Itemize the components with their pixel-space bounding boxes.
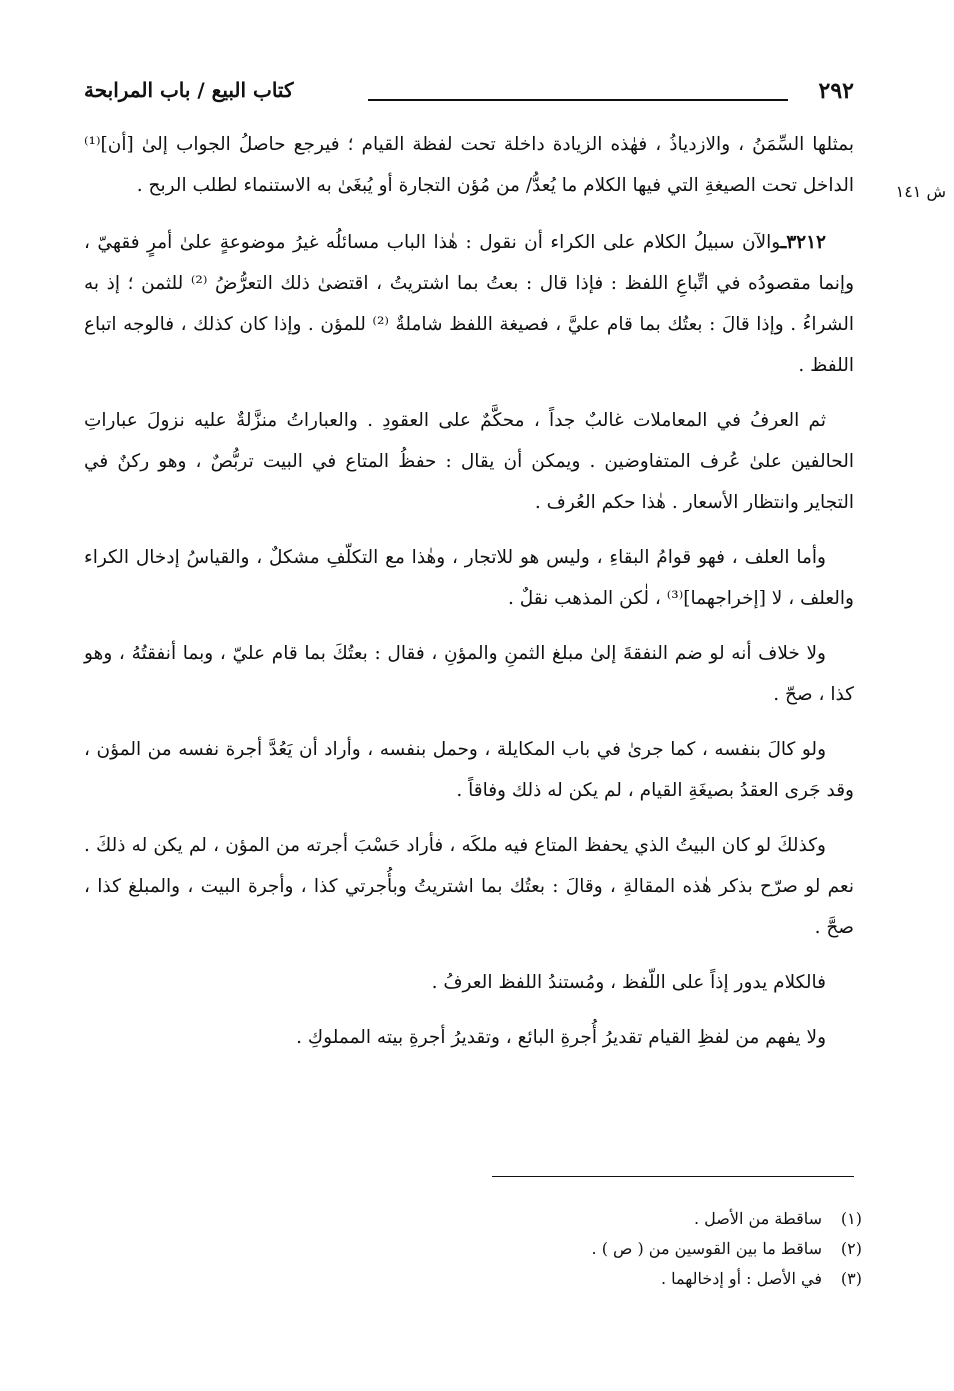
paragraph: فالكلام يدور إذاً على اللّفظ ، ومُستندُ اللفظ العرفُ .	[431, 972, 826, 993]
page-number: ٢٩٢	[818, 78, 854, 104]
paragraph: ولو كالَ بنفسه ، كما جرىٰ في باب المكايلة ، وحمل بنفسه ، وأراد أن يَعُدَّ أجرة نفسه من المؤن ، وقد جَرى العقدُ بصيغَةِ القيام ، لم يكن له ذلك وفاقاً .	[84, 739, 854, 801]
paragraph: وأما العلف ، فهو قوامُ البقاءِ ، وليس هو للاتجار ، وهٰذا مع التكلّفِ مشكلٌ ، والقياسُ إدخال الكراء والعلف ، لا [إخراجهما]⁽³⁾ ، لٰكن المذهب نقلٌ .	[84, 547, 854, 609]
paragraph: ولا خلاف أنه لو ضم النفقةَ إلىٰ مبلغ الثمنِ والمؤنِ ، فقال : بعتُكَ بما قام عليّ ، وبما أنفقتُهُ ، وهو كذا ، صحّ .	[84, 643, 854, 705]
margin-note: ش ١٤١	[895, 182, 946, 201]
footnote-text: ساقط ما بين القوسين من ( ص ) .	[591, 1239, 822, 1258]
header-rule	[368, 99, 788, 101]
footnote-text: ساقطة من الأصل .	[694, 1209, 822, 1228]
footnote-rule	[492, 1176, 854, 1177]
footnote-text: في الأصل : أو إدخالهما .	[660, 1269, 822, 1288]
main-text	[84, 124, 854, 1072]
footnotes	[262, 1204, 862, 1294]
paragraph	[84, 222, 854, 386]
paragraph: ولا يفهم من لفظِ القيام تقديرُ أُجرةِ البائع ، وتقديرُ أجرةِ بيته المملوكِ .	[296, 1027, 826, 1048]
footnote	[262, 1264, 862, 1294]
paragraph: ثم العرفُ في المعاملات غالبٌ جداً ، محكَّمٌ على العقودِ . والعباراتُ منزَّلةٌ عليه نزولَ عباراتِ الحالفين علىٰ عُرف المتفاوضين . ويمكن أن يقال : حفظُ المتاع في البيت تربُّصٌ ، وهو ركنٌ في التجاير وانتظار الأسعار . هٰذا حكم العُرف .	[84, 410, 854, 513]
footnote-mark: (٢)	[840, 1239, 862, 1258]
paragraph: بمثلها السِّمَنُ ، والازدياذُ ، فهٰذه الزيادة داخلة تحت لفظة القيام ؛ فيرجع حاصلُ الجواب إلىٰ [أن]⁽¹⁾ الداخل تحت الصيغةِ التي فيها الكلام ما يُعدُّ/ من مُؤن التجارة أو يُبغَىٰ به الاستنماء لطلب الربح .	[84, 134, 854, 196]
paragraph-text: والآن سبيلُ الكلام على الكراء أن نقول : هٰذا الباب مسائلُه غيرُ موضوعةٍ علىٰ أمرٍ فقهيّ ، وإنما مقصودُه في اتِّباعِ اللفظ : فإذا قال : بعتُ بما اشتريتُ ، اقتضىٰ ذلك التعرُّضُ ⁽²⁾ للثمن ؛ إذ به الشراءُ . وإذا قالَ : بعتُك بما قام عليَّ ، فصيغة اللفظ شاملةٌ ⁽²⁾ للمؤن . وإذا كان كذلك ، فالوجه اتباع اللفظ .	[84, 232, 855, 376]
running-head: كتاب البيع / باب المرابحة	[84, 78, 294, 102]
footnote-mark: (١)	[840, 1209, 862, 1228]
page-header	[84, 78, 854, 118]
section-number: ٣٢١٢ـ	[780, 232, 826, 253]
paragraph: وكذلكَ لو كان البيتُ الذي يحفظ المتاع فيه ملكَه ، فأراد حَسْبَ أجرته من المؤن ، لم يكن له ذلكَ . نعم لو صرّح بذكر هٰذه المقالةِ ، وقالَ : بعتُك بما اشتريتُ وبأُجرتي كذا ، وأجرة البيت ، والمبلغ كذا ، صحَّ .	[84, 835, 854, 938]
footnote-mark: (٣)	[840, 1269, 862, 1288]
footnote	[262, 1234, 862, 1264]
footnote	[262, 1204, 862, 1234]
